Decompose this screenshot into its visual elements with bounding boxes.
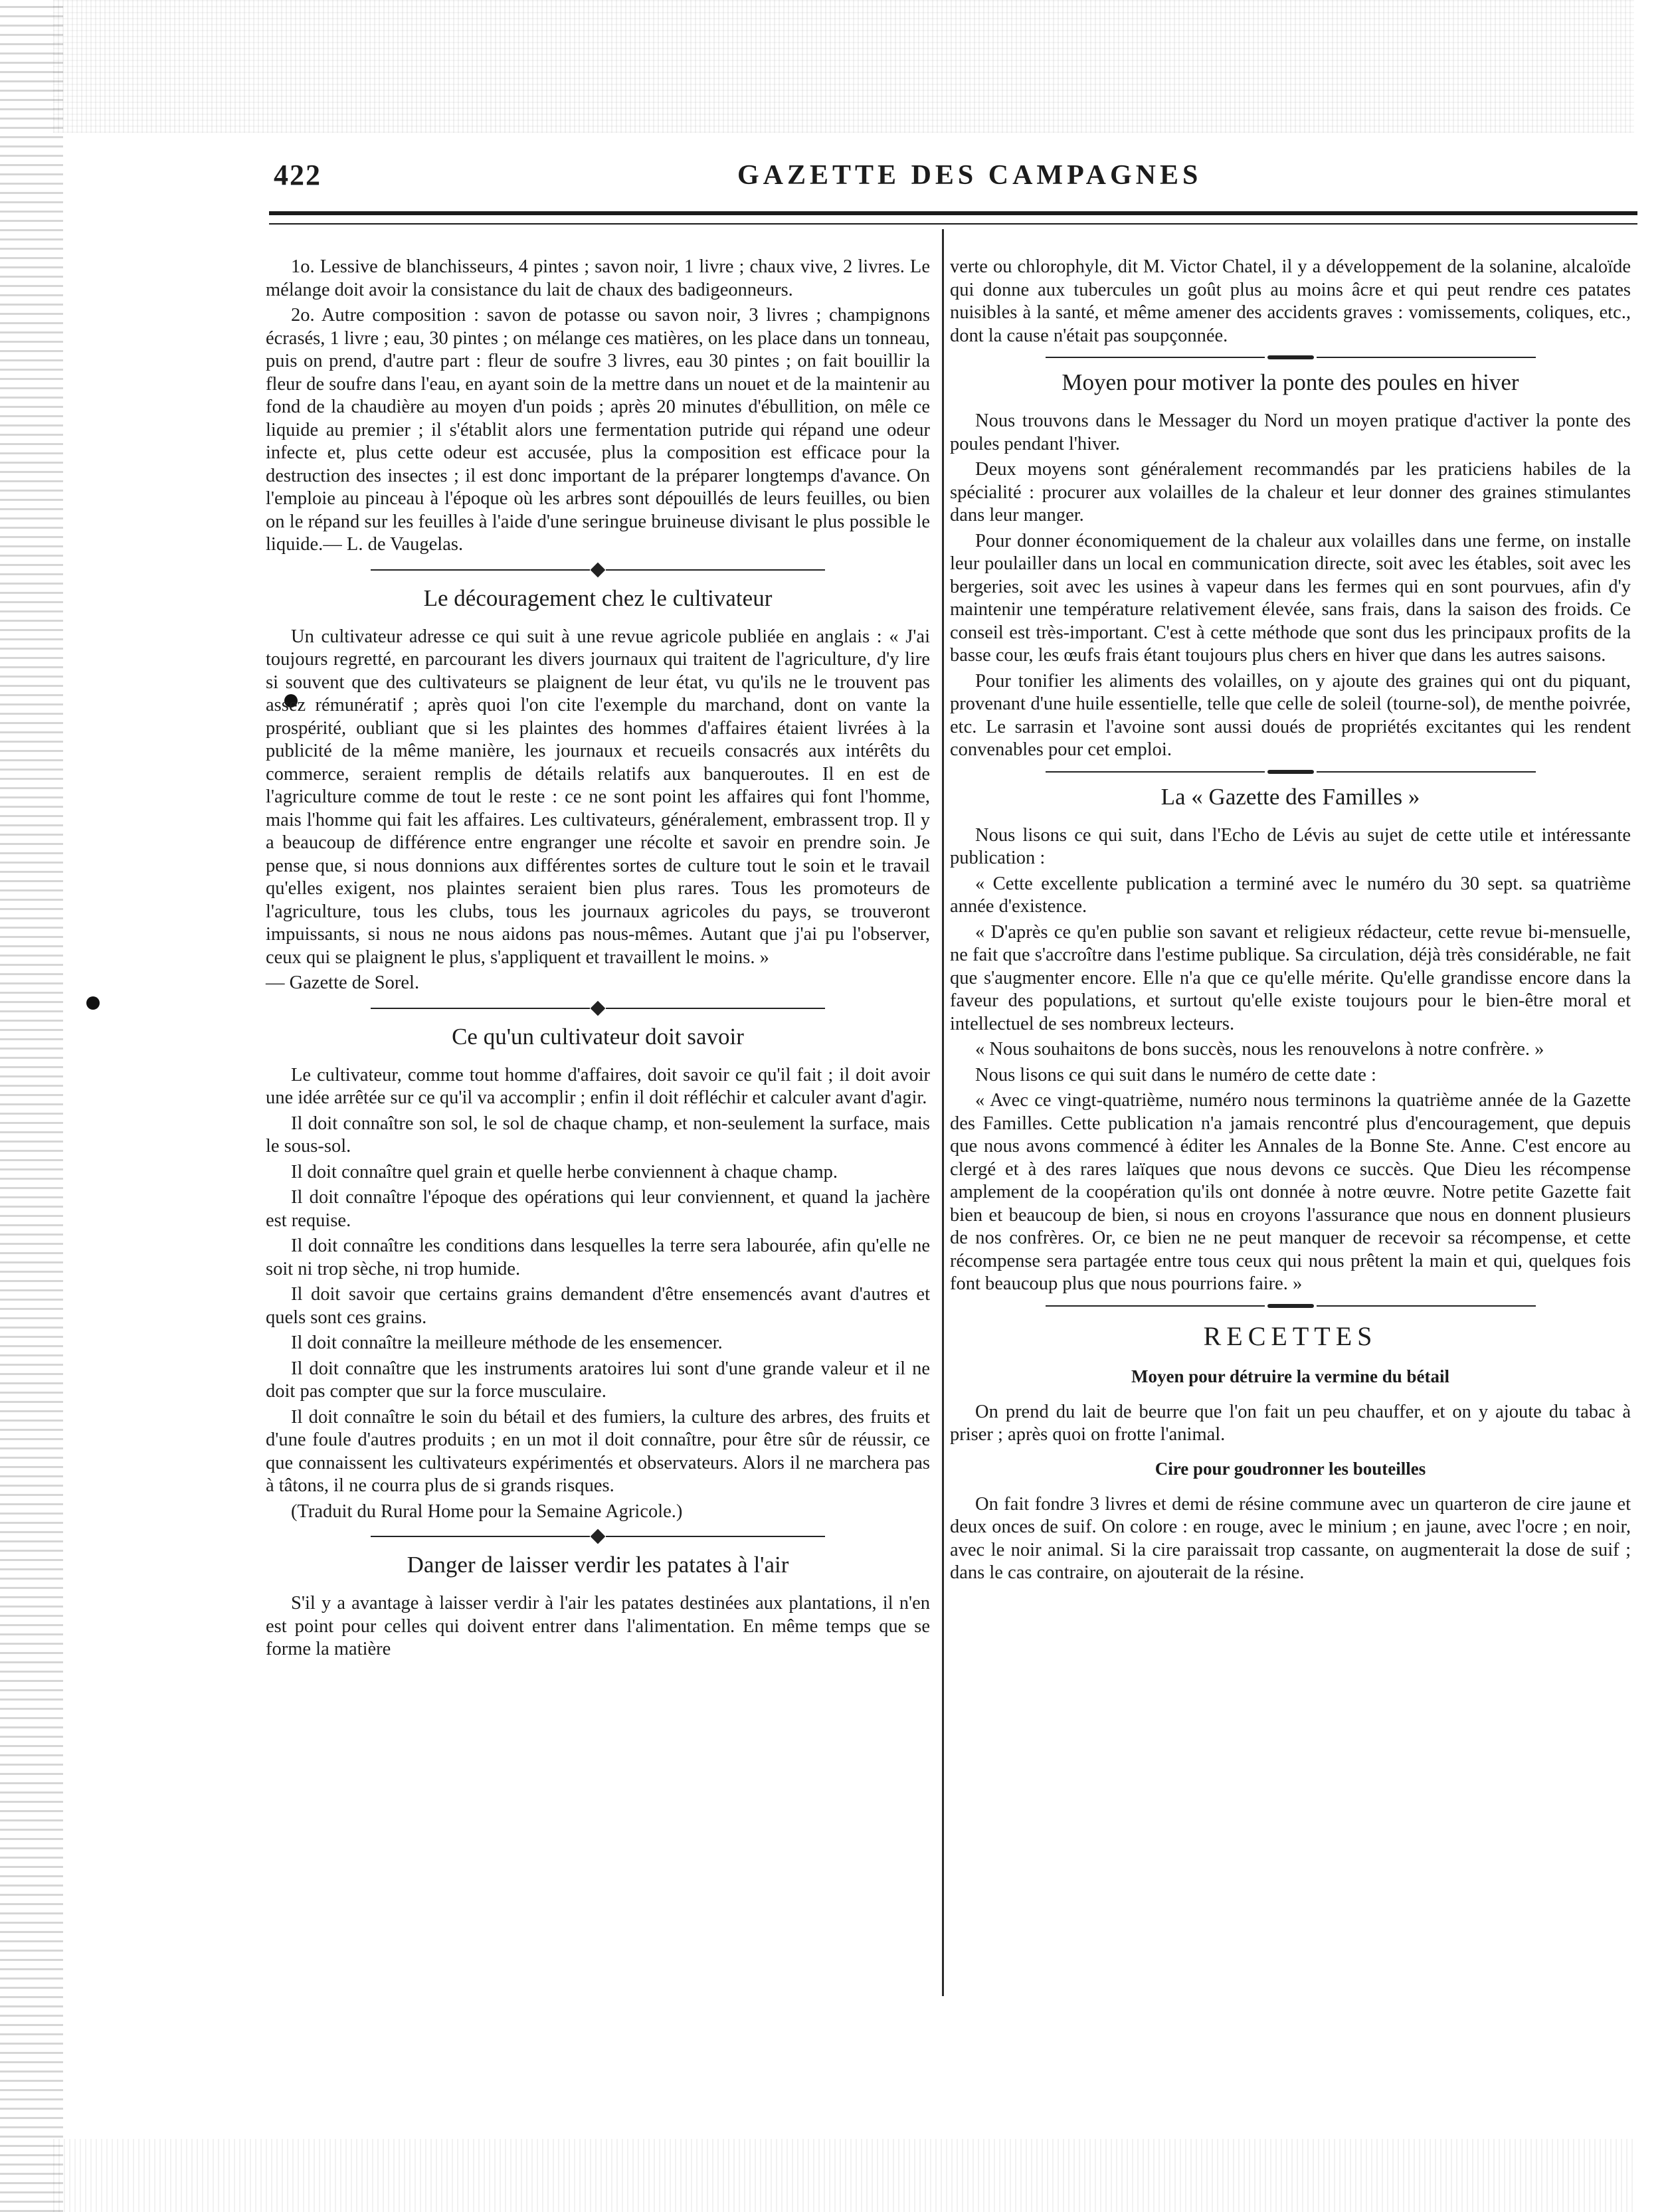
section-heading: Ce qu'un cultivateur doit savoir [452,1023,744,1050]
paragraph: Il doit connaître son sol, le sol de chaque champ, et non-seulement la surface, mais le sous-sol. [266,1113,930,1156]
column-separator [942,229,944,1996]
paragraph: Nous lisons ce qui suit, dans l'Echo de Lévis au sujet de cette utile et intéressante publication : [950,824,1631,868]
paragraph: S'il y a avantage à laisser verdir à l'air les patates destinées aux plantations, il n'en est point pour celles qui doivent entrer dans l'alimentation. En même temps que se forme la matière [266,1593,930,1659]
recipes-heading: RECETTES [1203,1321,1378,1351]
paragraph: « Avec ce vingt-quatrième, numéro nous terminons la quatrième année de la Gazette des Familles. Cette publication n'a jamais rencontré plus d'encouragement, que depuis que nous avons commencé à éditer les Annales de la Bonne Ste. Anne. C'est encore au clergé et à des rares laïques que nous devons ce succès. Que Dieu les récompense amplement de la coopération qu'ils ont donnée à notre œuvre. Notre petite Gazette fait bien et beaucoup de bien, si nous en croyons l'assurance que nous en donnent plusieurs de nos confrères. Or, ce bien ne ne peut manquer de recevoir sa récompense, et cette récompense sera partagée entre tous ceux qui nous prêtent la main et qui, quelques fois font beaucoup plus que nous pourrions faire. » [950,1090,1631,1294]
paragraph: verte ou chlorophyle, dit M. Victor Chatel, il y a développement de la solanine, alcaloïde qui donne aux tubercules un goût plus au moins âcre et qui peut rendre ces patates nuisibles à la santé, et même amener des accidents graves : vomissements, coliques, etc., dont la cause n'était pas soupçonnée. [950,256,1631,346]
left-column [266,256,930,1664]
paragraph: Il doit connaître quel grain et quelle herbe conviennent à chaque champ. [291,1161,838,1182]
header-rule [269,211,1637,215]
paragraph: Pour tonifier les aliments des volailles, on y ajoute des graines qui ont du piquant, provenant d'une huile essentielle, telle que celle de soleil (tourne-sol), de menthe poivrée, etc. Le sarrasin et l'avoine sont aussi doués de propriétés excitantes qui les rendent convenables pour cet emploi. [950,670,1631,760]
section-divider [266,565,930,575]
scan-noise-left-edge [0,0,63,2212]
paragraph: Il doit connaître les conditions dans lesquelles la terre sera labourée, afin qu'elle ne soit ni trop sèche, ni trop humide. [266,1236,930,1279]
paragraph: Il doit connaître le soin du bétail et des fumiers, la culture des arbres, des fruits et d'une foule d'autres produits ; en un mot il doit connaître, pour être sûr de réussir, ce que connaissent les cultivateurs expérimentés et observateurs. Alors il ne marchera pas à tâtons, il ne courra plus de si grands risques. [266,1406,930,1496]
source-credit: — Gazette de Sorel. [266,972,420,993]
section-heading: La « Gazette des Familles » [1160,783,1420,810]
section-divider [950,770,1631,774]
paragraph: « Cette excellente publication a terminé avec le numéro du 30 sept. sa quatrième année d'existence. [950,873,1631,917]
binding-hole [86,996,100,1010]
recipe-title: Moyen pour détruire la vermine du bétail [1131,1366,1449,1386]
paragraph: Pour donner économiquement de la chaleur aux volailles dans une ferme, on installe leur poulailler dans un local en communication directe, soit avec les étables, soit avec les bergeries, soit avec les usines à vapeur dans les fermes qui en sont pourvues, afin d'y maintenir une température relativement élevée, sans frais, dans la saison des froids. Ce conseil est très-important. C'est à cette méthode que sont dus les principaux profits de la basse cour, les œufs frais étant toujours plus chers en hiver que dans les autres saisons. [950,530,1631,666]
section-heading: Le découragement chez le cultivateur [423,585,773,611]
paragraph: Nous trouvons dans le Messager du Nord un moyen pratique d'activer la ponte des poules pendant l'hiver. [950,411,1631,454]
paragraph: Il doit connaître l'époque des opérations qui leur conviennent, et quand la jachère est requise. [266,1187,930,1231]
paragraph: Il doit savoir que certains grains demandent d'être ensemencés avant d'autres et quels sont ces grains. [266,1284,930,1328]
section-heading: Moyen pour motiver la ponte des poules en hiver [1062,369,1519,395]
paragraph: Un cultivateur adresse ce qui suit à une revue agricole publiée en anglais : « J'ai toujours regretté, en parcourant les divers journaux qui traitent de l'agriculture, d'y lire si souvent que des cultivateurs se plaignent de leur état, vu qu'ils ne le trouvent pas assez rémunératif ; après quoi l'on cite l'exemple du marchand, dont on vante la prospérité, oubliant que si les plaintes des hommes d'affaires étaient livrées à la publicité de la même manière, les journaux et recueils consacrés aux intérêts du commerce, seraient remplis de détails relatifs aux banqueroutes. Il en est de l'agriculture comme de tout le reste : ce ne sont point les affaires qui font l'homme, mais l'homme qui fait les affaires. Les cultivateurs, généralement, embrassent trop. Il y a beaucoup de différence entre engranger une récolte et savoir en prendre soin. Je pense que, si nous donnions aux différentes sortes de culture tout le soin et le travail qu'elles exigent, nos plaintes seraient bien plus rares. Tous les promoteurs de l'agriculture, tous les clubs, tous les journaux agricoles du pays, se trouveront impuissants, si nous ne nous aidons pas nous-mêmes. Autant que j'ai pu l'observer, ceux qui se plaignent le plus, s'appliquent et travaillent le moins. » [266,626,930,968]
section-divider [950,355,1631,359]
paragraph: Le cultivateur, comme tout homme d'affaires, doit savoir ce qu'il fait ; il doit avoir une idée arrêtée sur ce qu'il va accomplir ; enfin il doit réfléchir et calculer avant d'agir. [266,1064,930,1108]
recipe-title: Cire pour goudronner les bouteilles [1155,1458,1426,1479]
masthead-title: GAZETTE DES CAMPAGNES [737,160,1202,191]
recipe-text: On fait fondre 3 livres et demi de résine commune avec un quarteron de cire jaune et deux onces de suif. On colore : en rouge, avec le minium ; en jaune, avec l'ocre ; en noir, avec le noir animal. Si la cire paraissait trop cassante, on augmenterait la dose de suif ; dans le cas contraire, on ajouterait de la résine. [950,1493,1631,1583]
source-credit: (Traduit du Rural Home pour la Semaine Agricole.) [291,1501,683,1522]
paragraph: Il doit connaître que les instruments aratoires lui sont d'une grande valeur et il ne doit pas compter que sur la force musculaire. [266,1358,930,1402]
paragraph: 2o. Autre composition : savon de potasse ou savon noir, 3 livres ; champignons écrasés, 1 livre ; eau, 30 pintes ; on mélange ces matières, on les place dans un tonneau, puis on prend, d'autre part : fleur de soufre 3 livres, eau 30 pintes ; on fait bouillir la fleur de soufre dans l'eau, en ayant soin de la mettre dans un nouet et de la maintenir au fond de la chaudière au moyen d'un poids ; après 20 minutes d'ébullition, on mêle ce liquide au premier ; il s'établit alors une fermentation putride qui répand une odeur infecte et, plus cette odeur est accusée, plus la composition est efficace pour la destruction des insectes ; il est donc important de la préparer longtemps d'avance. On l'emploie au pinceau à l'époque où les arbres sont dépouillés de leurs feuilles, ou bien on le répand sur les feuilles à l'aide d'une seringue bruineuse divisant le plus possible le liquide.— L. de Vaugelas. [266,305,930,555]
paragraph: Deux moyens sont généralement recommandés par les praticiens habiles de la spécialité : procurer aux volailles de la chaleur et leur donner des graines stimulantes dans leur manger. [950,459,1631,525]
scan-noise-top [53,0,1634,133]
right-column [950,256,1631,1588]
header-rule-thin [269,223,1637,225]
paragraph: Nous lisons ce qui suit dans le numéro de cette date : [975,1064,1376,1085]
scan-noise-bottom [53,2139,1634,2212]
section-divider [266,1531,930,1542]
section-divider [266,1003,930,1014]
recipe-text: On prend du lait de beurre que l'on fait un peu chauffer, et on y ajoute du tabac à priser ; après quoi on frotte l'animal. [950,1401,1631,1445]
paragraph: « Nous souhaitons de bons succès, nous les renouvelons à notre confrère. » [975,1039,1544,1060]
section-heading: Danger de laisser verdir les patates à l'air [407,1552,789,1578]
paragraph: 1o. Lessive de blanchisseurs, 4 pintes ; savon noir, 1 livre ; chaux vive, 2 livres. Le mélange doit avoir la consistance du lait de chaux des badigeonneurs. [266,256,930,300]
page-number: 422 [274,159,322,191]
paragraph: « D'après ce qu'en publie son savant et religieux rédacteur, cette revue bi-mensuelle, ne fait que s'accroître dans l'estime publique. Sa circulation, déjà très considérable, ne fait que s'augmenter encore. Elle n'a que ce qu'elle mérite. Qu'elle grandisse encore dans la faveur des populations, et surtout qu'elle existe toujours pour le bien-être moral et intellectuel de ses nombreux lecteurs. [950,921,1631,1034]
paragraph: Il doit connaître la meilleure méthode de les ensemencer. [291,1333,723,1353]
section-divider [950,1304,1631,1308]
